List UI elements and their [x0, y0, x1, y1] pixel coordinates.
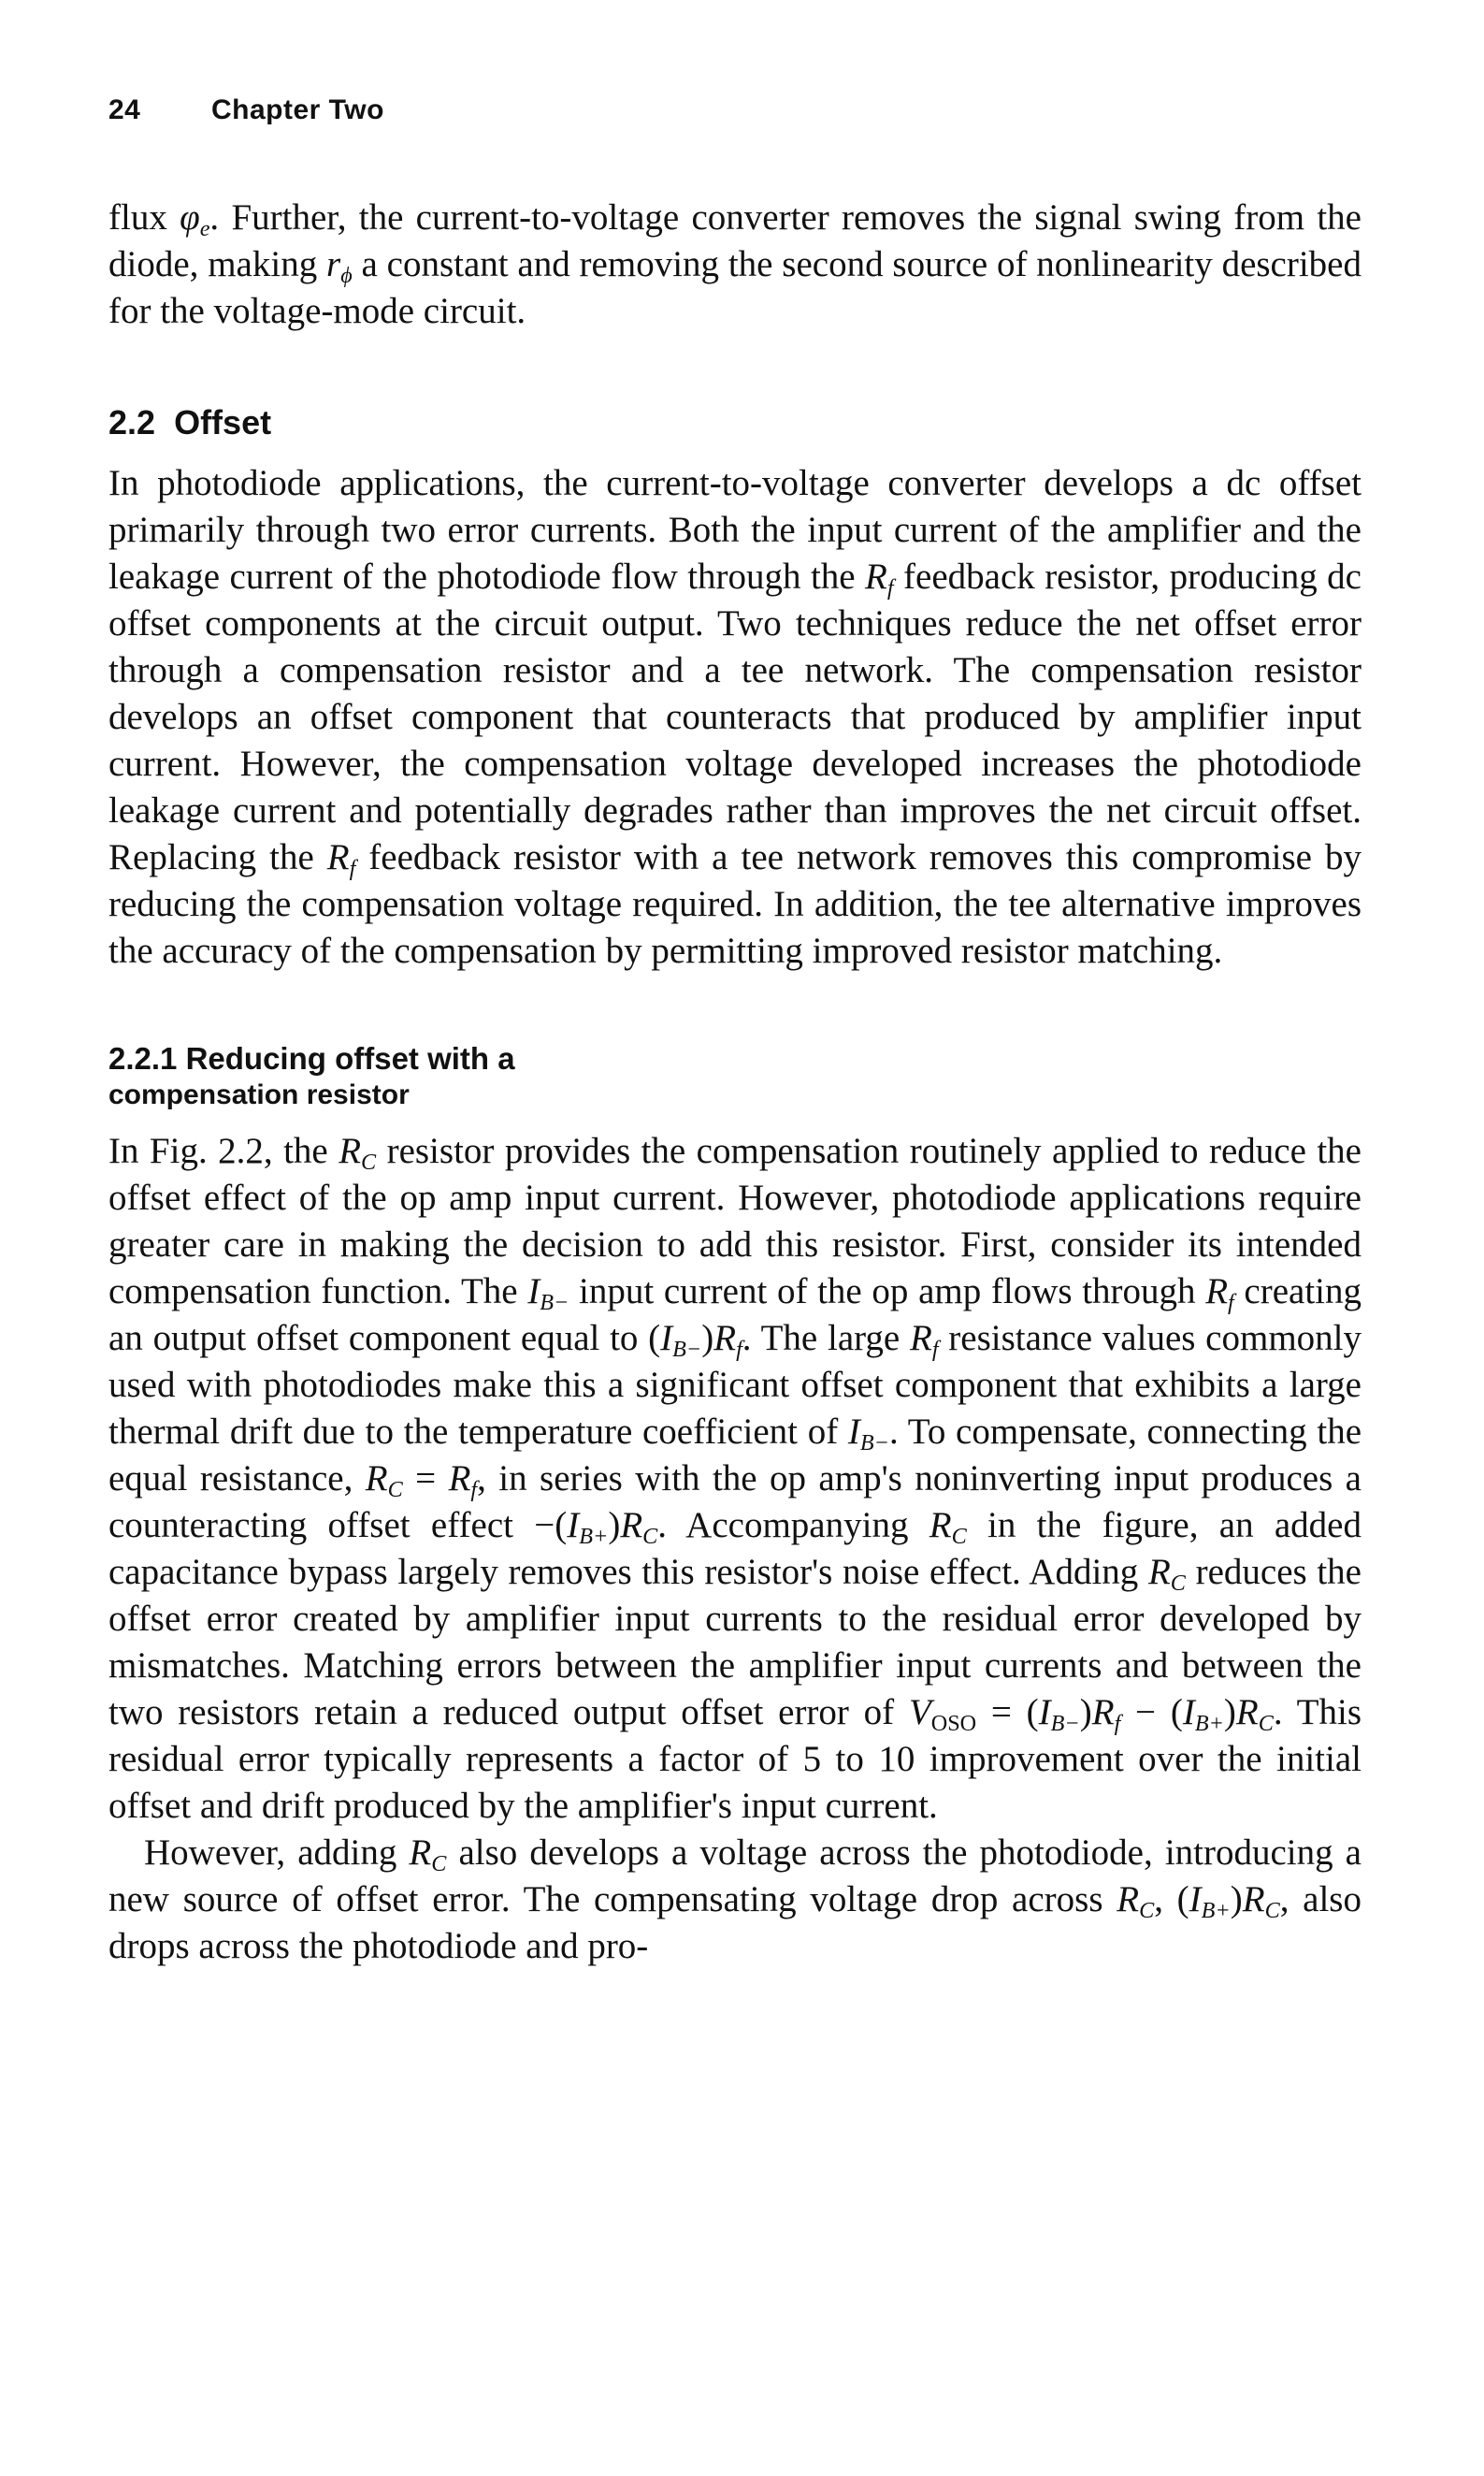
text-run: input current of the op amp flows through	[569, 1271, 1206, 1311]
section-title: Offset	[174, 403, 272, 442]
math-subscript: f	[931, 1336, 939, 1362]
math-subscript: B−	[859, 1429, 889, 1455]
math-subscript: B+	[579, 1523, 609, 1549]
subsection-title-line2: compensation resistor	[108, 1079, 410, 1110]
chapter-title: Chapter Two	[211, 94, 384, 125]
math-subscript: B−	[672, 1336, 702, 1362]
intro-paragraph	[108, 195, 1362, 335]
text-run: feedback resistor with a tee network removes this compromise by reducing the compensation voltage required. In addition, the tee alternative improves the accuracy of the compensation by permitting improved resistor matching.	[108, 837, 1362, 971]
math-symbol: R	[620, 1505, 643, 1545]
math-subscript: B+	[1194, 1710, 1224, 1736]
text-run: . To compensate, connecting the equal resistance,	[108, 1412, 1362, 1499]
page	[108, 94, 1362, 1970]
math-symbol: I	[660, 1318, 673, 1358]
text-run: However, adding	[144, 1832, 410, 1873]
subsection-title-line1	[108, 1040, 1362, 1078]
subsection-title-part: Reducing offset with a	[185, 1041, 515, 1076]
math-symbol: R	[448, 1458, 471, 1499]
text-run: In photodiode applications, the current-to-voltage converter develops a dc offset primarily through two error currents. Both the input current of the amplifier and the leakage current of the photodiode flow through the	[108, 463, 1362, 597]
text-run: , also drops across the photodiode and pro-	[108, 1879, 1362, 1966]
math-subscript: f	[886, 574, 894, 601]
math-subscript: B−	[540, 1289, 569, 1315]
math-symbol: I	[527, 1271, 540, 1311]
math-subscript: C	[1258, 1710, 1274, 1736]
math-symbol: R	[865, 557, 887, 597]
math-symbol: R	[1147, 1552, 1171, 1592]
text-run: reduces the offset error created by amplifier input currents to the residual error developed by mismatches. Matching errors between the amplifier input currents and between the two resistors retain a reduced output offset error of	[108, 1552, 1362, 1732]
text-run: = (	[976, 1692, 1039, 1732]
math-subscript: f	[736, 1336, 742, 1362]
math-symbol: R	[1091, 1692, 1115, 1732]
math-subscript: C	[951, 1523, 967, 1549]
text-run: resistor provides the compensation routinely applied to reduce the offset effect of the op amp input current. However, photodiode applications require greater care in making the decision to add this resistor. First, consider its intended compensation function. The	[108, 1131, 1362, 1311]
section-heading-2-2	[108, 402, 1362, 443]
text-run: )	[1223, 1692, 1236, 1732]
text-run: flux	[108, 197, 180, 238]
subsection-heading-2-2-1	[108, 1040, 1362, 1113]
math-symbol: R	[909, 1318, 932, 1358]
text-run: also develops a voltage across the photodiode, introducing a new source of offset error. The compensating voltage drop across	[108, 1832, 1362, 1919]
math-subscript: C	[642, 1523, 658, 1549]
math-subscript: B+	[1201, 1897, 1231, 1923]
text-run: =	[402, 1458, 449, 1499]
math-symbol: R	[1235, 1692, 1259, 1732]
math-symbol: I	[1189, 1879, 1202, 1919]
math-subscript: C	[361, 1149, 377, 1175]
text-run: , (	[1154, 1879, 1189, 1919]
math-symbol: I	[1038, 1692, 1051, 1732]
text-run: , in series with the op amp's noninverting input produces a counteracting offset effect −(	[108, 1458, 1362, 1545]
offset-paragraph	[108, 460, 1362, 975]
running-head	[108, 94, 1362, 127]
math-subscript: C	[431, 1850, 447, 1876]
section-number: 2.2	[108, 403, 156, 442]
math-symbol: V	[908, 1692, 931, 1732]
text-run: )	[608, 1505, 621, 1545]
math-subscript: C	[387, 1476, 403, 1502]
text-run: In Fig. 2.2, the	[108, 1131, 339, 1171]
text-run: . Further, the current-to-voltage converter removes the signal swing from the diode, making	[108, 197, 1362, 284]
math-subscript: e	[199, 215, 210, 241]
math-subscript: ϕ	[340, 262, 353, 288]
math-symbol: I	[847, 1412, 860, 1452]
math-subscript: B−	[1050, 1710, 1080, 1736]
math-subscript: C	[1139, 1897, 1155, 1923]
math-symbol: R	[339, 1131, 362, 1171]
math-symbol: r	[326, 244, 341, 284]
text-run: . This residual error typically represents a factor of 5 to 10 improvement over the initial offset and drift produced by the amplifier's input current.	[108, 1692, 1362, 1826]
text-run: − (	[1120, 1692, 1183, 1732]
text-run: )	[1230, 1879, 1243, 1919]
math-symbol: R	[713, 1318, 737, 1358]
math-symbol: φ	[180, 197, 200, 238]
subsection-number: 2.2.1	[108, 1041, 178, 1076]
math-symbol: R	[1205, 1271, 1229, 1311]
text-run: in the figure, an added capacitance bypass largely removes this resistor's noise effect. Adding	[108, 1505, 1362, 1592]
math-subscript: f	[349, 855, 356, 881]
math-symbol: I	[1182, 1692, 1195, 1732]
text-run: a constant and removing the second source of nonlinearity described for the voltage-mode circuit.	[108, 244, 1362, 331]
text-run: resistance values commonly used with photodiodes make this a significant offset component that exhibits a large thermal drift due to the temperature coefficient of	[108, 1318, 1362, 1452]
math-symbol: R	[929, 1505, 952, 1545]
math-symbol: R	[1242, 1879, 1265, 1919]
text-run: . Accompanying	[657, 1505, 929, 1545]
math-subscript: OSO	[930, 1710, 977, 1736]
page-number: 24	[108, 94, 141, 125]
compensation-paragraph-2	[108, 1830, 1362, 1970]
math-symbol: I	[567, 1505, 580, 1545]
text-run: . The large	[742, 1318, 910, 1358]
text-run: )	[1079, 1692, 1092, 1732]
math-symbol: R	[409, 1832, 432, 1873]
math-subscript: C	[1264, 1897, 1280, 1923]
math-subscript: C	[1170, 1570, 1186, 1596]
compensation-paragraph-1	[108, 1128, 1362, 1830]
math-symbol: R	[1117, 1879, 1140, 1919]
math-symbol: R	[365, 1458, 388, 1499]
text-run: feedback resistor, producing dc offset components at the circuit output. Two techniques reduce the net offset error through a compensation resistor and a tee network. The compensation resistor develops an offset component that counteracts that produced by amplifier input current. However, the compensation voltage developed increases the photodiode leakage current and potentially degrades rather than improves the net circuit offset. Replacing the	[108, 557, 1362, 877]
math-subscript: f	[470, 1476, 478, 1502]
math-subscript: f	[1114, 1710, 1121, 1736]
math-subscript: f	[1228, 1289, 1234, 1315]
math-symbol: R	[326, 837, 350, 877]
text-run: creating an output offset component equal to (	[108, 1271, 1362, 1358]
text-run: )	[701, 1318, 714, 1358]
